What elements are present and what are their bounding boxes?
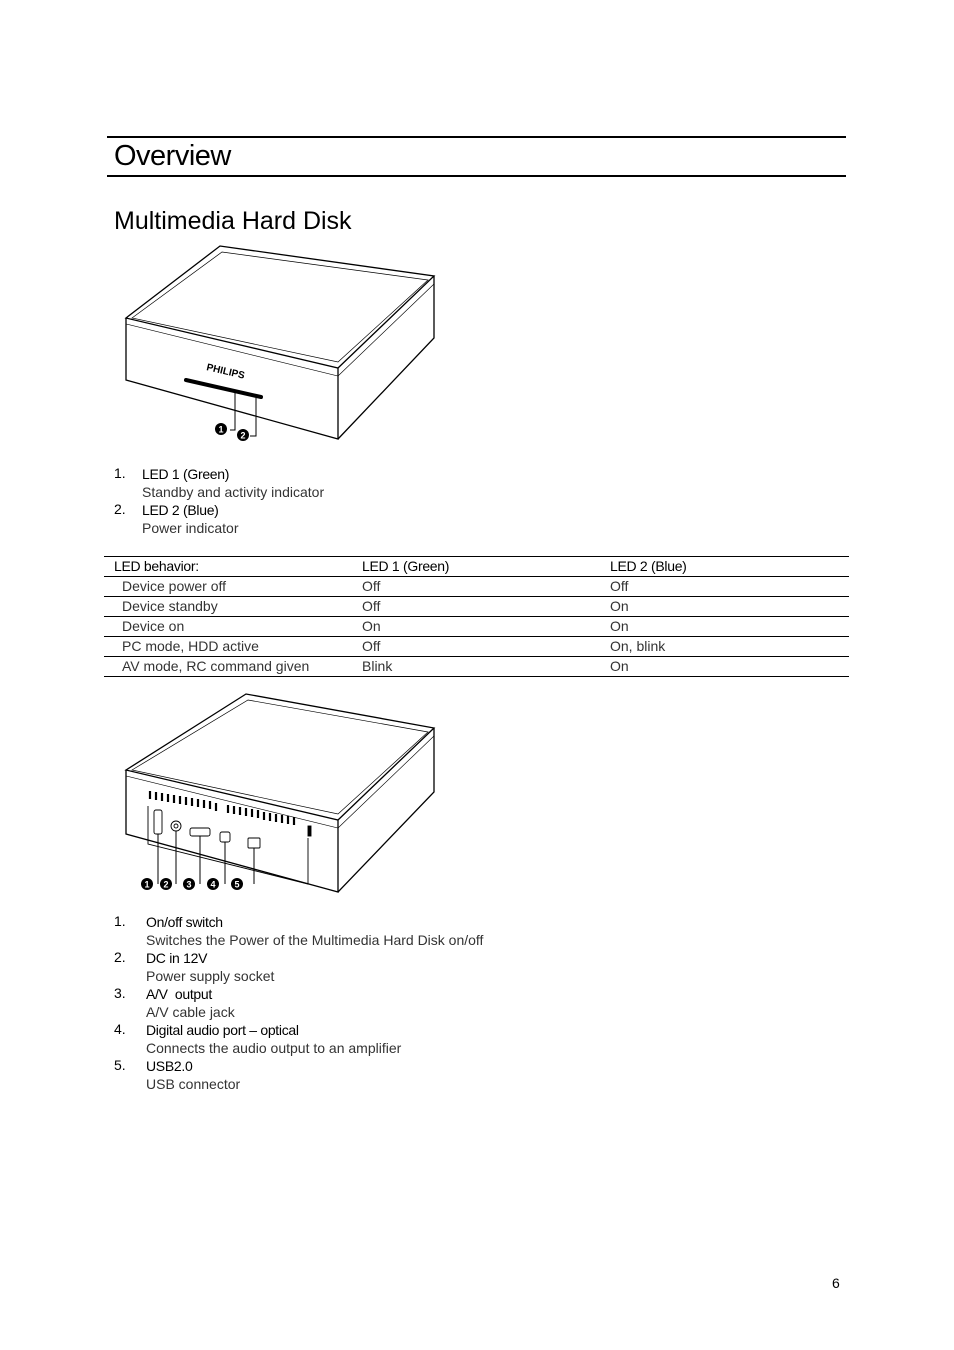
bottom-rule bbox=[107, 175, 846, 177]
table-row bbox=[104, 637, 849, 657]
table-row bbox=[104, 577, 849, 597]
list-item: 3. A/V output A/V cable jack bbox=[114, 985, 614, 1021]
list-item-desc: Power supply socket bbox=[146, 968, 275, 984]
svg-text:2: 2 bbox=[163, 879, 169, 890]
table-cell: Device standby bbox=[104, 597, 362, 617]
front-view-illustration bbox=[118, 240, 448, 450]
svg-text:5: 5 bbox=[234, 879, 240, 890]
table-cell: On bbox=[610, 657, 849, 677]
callout-5-icon bbox=[231, 878, 243, 890]
svg-text:2: 2 bbox=[240, 430, 246, 441]
section-title: Overview bbox=[114, 140, 231, 172]
table-cell: Blink bbox=[362, 657, 610, 677]
led-list bbox=[114, 465, 514, 537]
list-item-title: LED 2 (Blue) bbox=[142, 502, 219, 518]
table-cell: On bbox=[610, 617, 849, 637]
brand-logo: PHILIPS bbox=[205, 362, 246, 382]
svg-text:3: 3 bbox=[186, 879, 192, 890]
list-item-title: DC in 12V bbox=[146, 950, 208, 966]
callout-2-icon bbox=[237, 429, 249, 441]
table-cell: On, blink bbox=[610, 637, 849, 657]
rear-view-illustration bbox=[118, 688, 448, 898]
port-panel-icon bbox=[148, 806, 311, 884]
table-header-cell: LED behavior: bbox=[104, 557, 362, 577]
subsection-title: Multimedia Hard Disk bbox=[114, 207, 352, 235]
list-item-title: A/V output bbox=[146, 986, 212, 1002]
table-row bbox=[104, 617, 849, 637]
table-cell: Off bbox=[362, 637, 610, 657]
list-item-desc: A/V cable jack bbox=[146, 1004, 235, 1020]
list-item-title: Digital audio port – optical bbox=[146, 1022, 299, 1038]
list-item-desc: Power indicator bbox=[142, 520, 239, 536]
callout-2-icon bbox=[160, 878, 172, 890]
list-item-title: LED 1 (Green) bbox=[142, 466, 230, 482]
list-item-desc: Standby and activity indicator bbox=[142, 484, 325, 500]
svg-text:1: 1 bbox=[144, 879, 150, 890]
list-item-title: USB2.0 bbox=[146, 1058, 193, 1074]
list-item-desc: USB connector bbox=[146, 1076, 241, 1092]
list-item: 4. Digital audio port – optical Connects the audio output to an amplifier bbox=[114, 1021, 614, 1057]
list-item: 1. On/off switch Switches the Power of the Multimedia Hard Disk on/off bbox=[114, 913, 614, 949]
svg-text:1: 1 bbox=[218, 424, 224, 435]
table-cell: Device power off bbox=[104, 577, 362, 597]
list-item-desc: Connects the audio output to an amplifier bbox=[146, 1040, 402, 1056]
table-cell: On bbox=[362, 617, 610, 637]
callout-4-icon bbox=[207, 878, 219, 890]
table-cell: Device on bbox=[104, 617, 362, 637]
list-item: 1. LED 1 (Green) Standby and activity indicator bbox=[114, 465, 514, 501]
table-cell: Off bbox=[610, 577, 849, 597]
callout-1-icon bbox=[141, 878, 153, 890]
table-row bbox=[104, 657, 849, 677]
list-item-desc: Switches the Power of the Multimedia Hard Disk on/off bbox=[146, 932, 484, 948]
table-cell: PC mode, HDD active bbox=[104, 637, 362, 657]
table-cell: Off bbox=[362, 597, 610, 617]
page-number: 6 bbox=[832, 1275, 840, 1291]
svg-text:4: 4 bbox=[210, 879, 216, 890]
list-item-title: On/off switch bbox=[146, 914, 223, 930]
list-item: 2. DC in 12V Power supply socket bbox=[114, 949, 614, 985]
led-bar-icon bbox=[186, 380, 261, 397]
table-header-row bbox=[104, 557, 849, 577]
table-row bbox=[104, 597, 849, 617]
callout-1-icon bbox=[215, 423, 227, 435]
table-header-cell: LED 2 (Blue) bbox=[610, 557, 849, 577]
list-item: 2. LED 2 (Blue) Power indicator bbox=[114, 501, 514, 537]
list-item: 5. USB2.0 USB connector bbox=[114, 1057, 614, 1093]
callout-3-icon bbox=[183, 878, 195, 890]
table-cell: AV mode, RC command given bbox=[104, 657, 362, 677]
port-list bbox=[114, 913, 614, 1093]
table-cell: Off bbox=[362, 577, 610, 597]
table-cell: On bbox=[610, 597, 849, 617]
table-header-cell: LED 1 (Green) bbox=[362, 557, 610, 577]
led-behavior-table bbox=[104, 556, 849, 677]
